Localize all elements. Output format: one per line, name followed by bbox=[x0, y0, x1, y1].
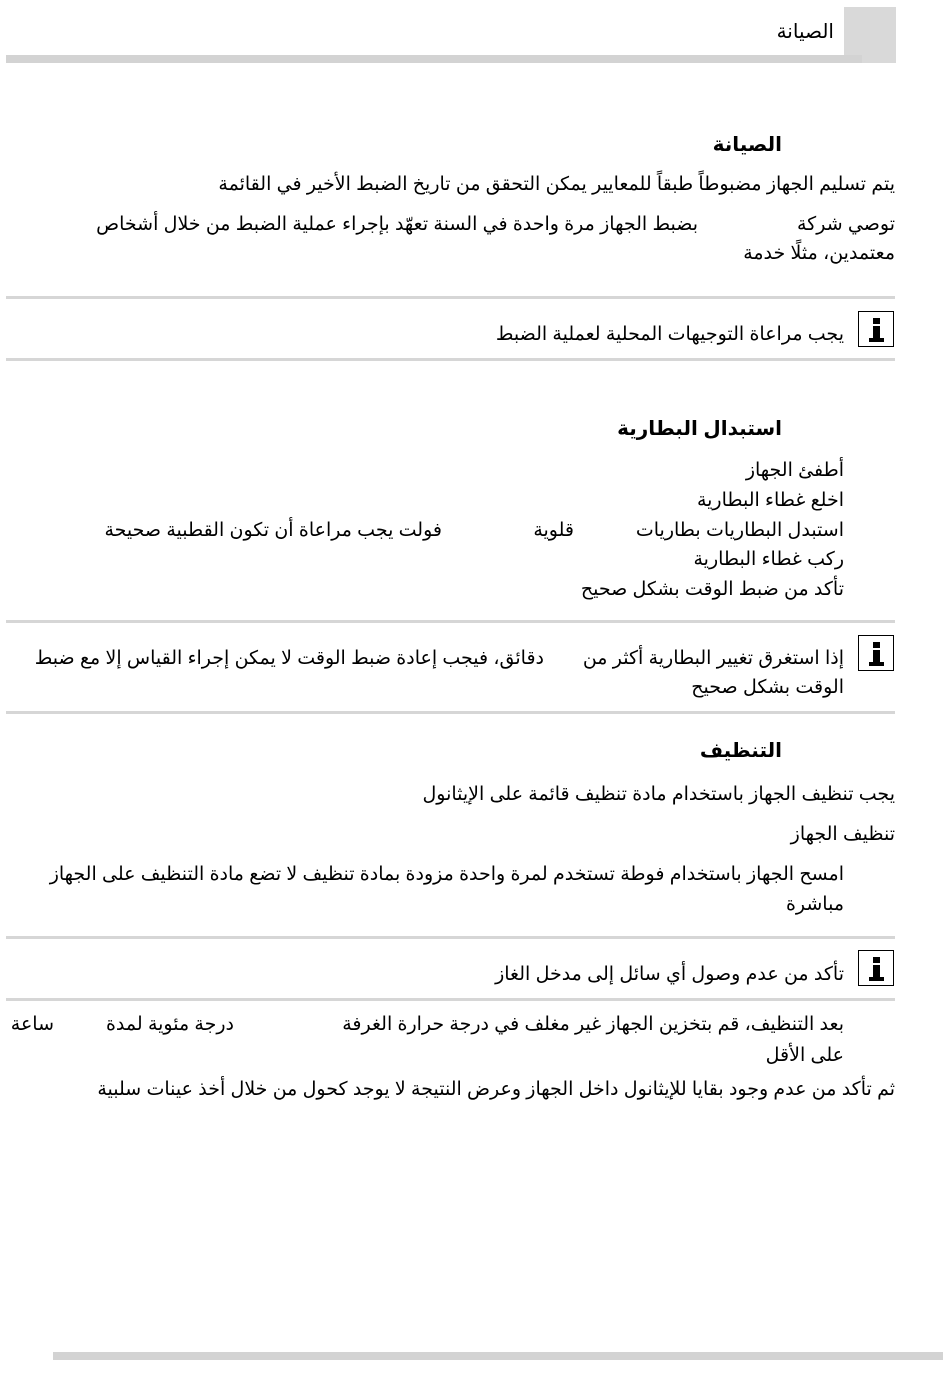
maintenance-paragraph-2-line2: معتمدين، مثلًا خدمة bbox=[743, 243, 895, 264]
cleaning-after-b: درجة مئوية لمدة bbox=[105, 1014, 234, 1035]
maintenance-paragraph-2-rest: بضبط الجهاز مرة واحدة في السنة تعهّد بإجراء عملية الضبط من خلال أشخاص bbox=[96, 214, 698, 235]
header-rule bbox=[6, 55, 862, 63]
battery-step-1: أطفئ الجهاز bbox=[745, 460, 844, 481]
page-header-title: الصيانة bbox=[776, 21, 834, 43]
cleaning-after-a: بعد التنظيف، قم بتخزين الجهاز غير مغلف في درجة حرارة الغرفة bbox=[342, 1014, 844, 1035]
divider bbox=[6, 620, 895, 623]
maintenance-paragraph-1: يتم تسليم الجهاز مضبوطاً طبقاً للمعايير يمكن التحقق من تاريخ الضبط الأخير في القائمة bbox=[218, 174, 895, 195]
cleaning-subheading: تنظيف الجهاز bbox=[790, 824, 895, 845]
cleaning-note: تأكد من عدم وصول أي سائل إلى مدخل الغاز bbox=[495, 964, 844, 985]
cleaning-instruction-line2: مباشرة bbox=[785, 894, 844, 915]
info-icon bbox=[858, 311, 894, 347]
battery-step-4: ركب غطاء البطارية bbox=[693, 549, 844, 570]
cleaning-paragraph: يجب تنظيف الجهاز باستخدام مادة تنظيف قائمة على الإيثانول bbox=[422, 784, 895, 805]
battery-step-3-b: قلوية bbox=[533, 520, 574, 541]
battery-step-2: اخلع غطاء البطارية bbox=[696, 490, 844, 511]
battery-step-5: تأكد من ضبط الوقت بشكل صحيح bbox=[580, 579, 844, 600]
section-heading-maintenance: الصيانة bbox=[712, 134, 782, 156]
maintenance-note: يجب مراعاة التوجيهات المحلية لعملية الضبط bbox=[495, 324, 844, 345]
cleaning-final: ثم تأكد من عدم وجود بقايا للإيثانول داخل الجهاز وعرض النتيجة لا يوجد كحول من خلال أخذ عينات سلبية bbox=[97, 1079, 895, 1100]
cleaning-after-c: ساعة bbox=[10, 1014, 54, 1035]
info-icon bbox=[858, 950, 894, 986]
divider bbox=[6, 296, 895, 299]
cleaning-after-line2: على الأقل bbox=[765, 1045, 844, 1066]
divider bbox=[6, 936, 895, 939]
divider bbox=[6, 998, 895, 1001]
info-icon bbox=[858, 635, 894, 671]
divider bbox=[6, 711, 895, 714]
section-heading-battery: استبدال البطارية bbox=[617, 418, 782, 440]
maintenance-paragraph-2-start: توصي شركة bbox=[797, 214, 895, 235]
section-heading-cleaning: التنظيف bbox=[699, 740, 782, 762]
battery-step-3-c: فولت يجب مراعاة أن تكون القطبية صحيحة bbox=[104, 520, 442, 541]
battery-note-line2: الوقت بشكل صحيح bbox=[691, 677, 844, 698]
battery-note-a: إذا استغرق تغيير البطارية أكثر من bbox=[582, 648, 844, 669]
divider bbox=[6, 358, 895, 361]
cleaning-instruction: امسح الجهاز باستخدام فوطة تستخدم لمرة واحدة مزودة بمادة تنظيف لا تضع مادة التنظيف على الجهاز bbox=[49, 864, 844, 885]
battery-note-b: دقائق، فيجب إعادة ضبط الوقت لا يمكن إجراء القياس إلا مع ضبط bbox=[34, 648, 544, 669]
footer-rule bbox=[53, 1352, 943, 1360]
battery-step-3-a: استبدل البطاريات بطاريات bbox=[635, 520, 844, 541]
